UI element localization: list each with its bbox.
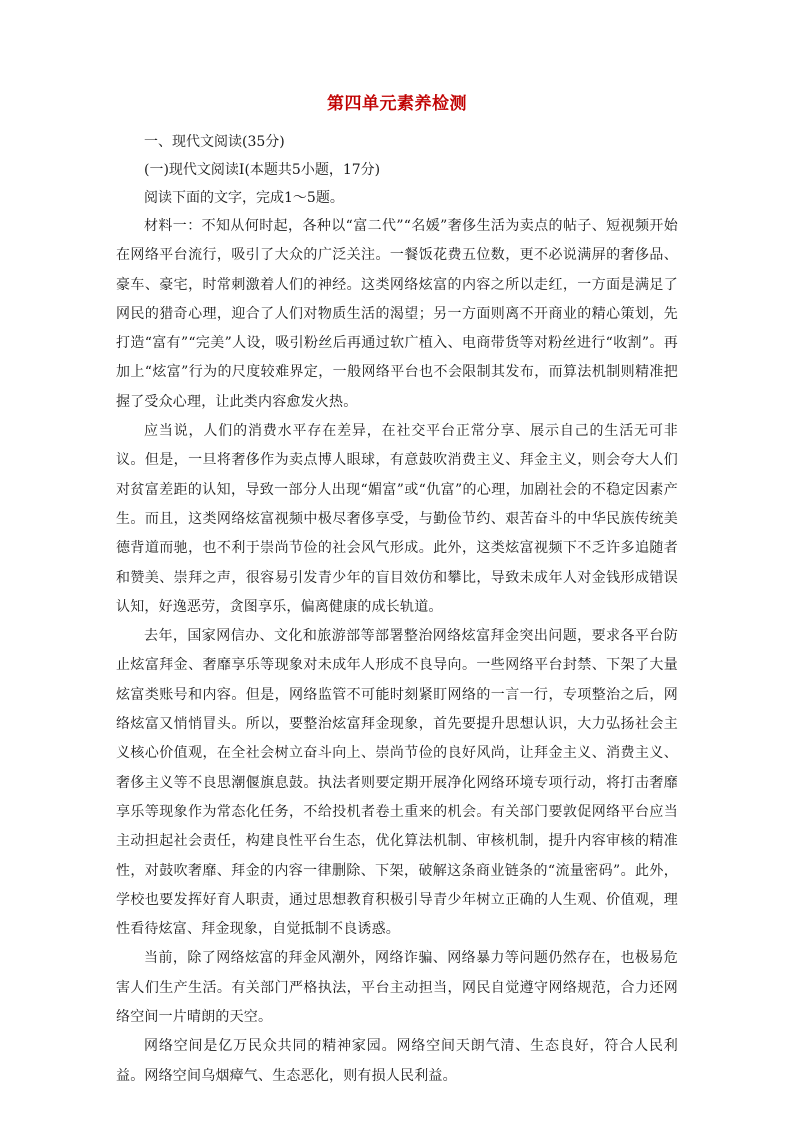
page-title: 第四单元素养检测 [327, 94, 467, 114]
paragraph-4: 当前，除了网络炫富的拜金风潮外，网络诈骗、网络暴力等问题仍然存在，也极易危害人们生产生活。有关部门严格执法，平台主动担当，网民自觉遵守网络规范，合力还网络空间一片晴朗的天空。 [116, 950, 678, 1026]
paragraph-5: 网络空间是亿万民众共同的精神家园。网络空间天朗气清、生态良好，符合人民利益。网络空间乌烟瘴气、生态恶化，则有损人民利益。 [116, 1038, 678, 1084]
section-heading: 一、现代文阅读(35分) [144, 134, 285, 150]
paragraph-3: 去年，国家网信办、文化和旅游部等部署整治网络炫富拜金突出问题，要求各平台防止炫富拜金、奢靡享乐等现象对未成年人形成不良导向。一些网络平台封禁、下架了大量炫富类账号和内容。但是，网络监管不可能时刻紧盯网络的一言一行，专项整治之后，网络炫富又悄悄冒头。所以，要整治炫富拜金现象，首先要提升思想认识，大力弘扬社会主义核心价值观，在全社会树立奋斗向上、崇尚节俭的良好风尚，让拜金主义、消费主义、奢侈主义等不良思潮偃旗息鼓。执法者则要定期开展净化网络环境专项行动，将打击奢靡享乐等现象作为常态化任务，不给投机者卷土重来的机会。有关部门要敦促网络平台应当主动担起社会责任，构建良性平台生态，优化算法机制、审核机制，提升内容审核的精准性，对鼓吹奢靡、拜金的内容一律删除、下架，破解这条商业链条的“流量密码”。此外，学校也要发挥好育人职责，通过思想教育积极引导青少年树立正确的人生观、价值观，理性看待炫富、拜金现象，自觉抵制不良诱惑。 [116, 628, 678, 938]
reading-instruction: 阅读下面的文字，完成1～5题。 [144, 190, 344, 206]
paragraph-2: 应当说，人们的消费水平存在差异，在社交平台正常分享、展示自己的生活无可非议。但是，一旦将奢侈作为卖点博人眼球，有意鼓吹消费主义、拜金主义，则会夸大人们对贫富差距的认知，导致一部分人出现“媚富”或“仇富”的心理，加剧社会的不稳定因素产生。而且，这类网络炫富视频中极尽奢侈享受，与勤俭节约、艰苦奋斗的中华民族传统美德背道而驰，也不利于崇尚节俭的社会风气形成。此外，这类炫富视频下不乏许多追随者和赞美、崇拜之声，很容易引发青少年的盲目效仿和攀比，导致未成年人对金钱形成错误认知，好逸恶劳，贪图享乐，偏离健康的成长轨道。 [116, 423, 678, 615]
subsection-heading: (一)现代文阅读Ⅰ(本题共5小题，17分) [144, 162, 381, 178]
document-page [116, 92, 678, 1091]
paragraph-material-1: 材料一：不知从何时起，各种以“富二代”“名媛”奢侈生活为卖点的帖子、短视频开始在网络平台流行，吸引了大众的广泛关注。一餐饭花费五位数，更不必说满屏的奢侈品、豪车、豪宅，时常刺激着人们的神经。这类网络炫富的内容之所以走红，一方面是满足了网民的猎奇心理，迎合了人们对物质生活的渴望；另一方面则离不开商业的精心策划，先打造“富有”“完美”人设，吸引粉丝后再通过软广植入、电商带货等对粉丝进行“收割”。再加上“炫富”行为的尺度较难界定，一般网络平台也不会限制其发布，而算法机制则精准把握了受众心理，让此类内容愈发火热。 [116, 218, 678, 410]
